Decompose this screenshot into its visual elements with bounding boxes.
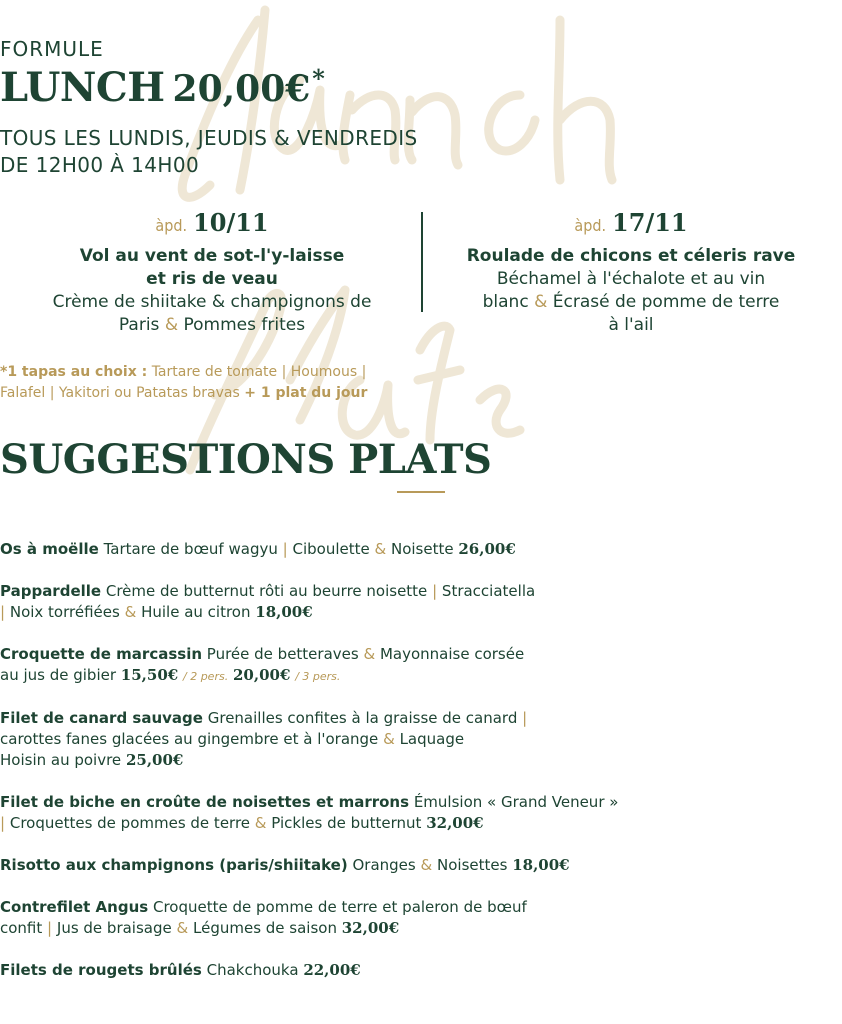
separator: | — [0, 603, 6, 621]
item-line-1 — [0, 581, 842, 602]
item-desc: Ciboulette — [292, 540, 370, 558]
item-desc: carottes fanes glacées au gingembre et à l'orange — [0, 730, 379, 748]
menu-item — [0, 960, 842, 981]
item-desc: Grenailles confites à la graisse de canard — [207, 709, 518, 727]
item-line-1 — [0, 708, 842, 729]
separator: | — [522, 709, 528, 727]
item-price: 20,00€ — [232, 666, 291, 684]
desc-text: Paris — [118, 315, 160, 335]
menu-item — [0, 581, 842, 623]
lunch-title — [0, 64, 842, 111]
item-name: Os à moëlle — [0, 540, 99, 558]
item-line-2 — [0, 813, 842, 834]
ampersand: & — [420, 856, 433, 874]
ampersand: & — [176, 919, 189, 937]
item-price: 25,00€ — [125, 751, 184, 769]
lunch-days — [0, 125, 842, 179]
item-desc: Laquage — [399, 730, 465, 748]
ampersand: & — [124, 603, 137, 621]
date-heading — [436, 208, 826, 237]
dish-desc-line-3: à l'ail — [608, 315, 654, 335]
dish-title-line-2: et ris de veau — [146, 269, 278, 289]
item-desc: au jus de gibier — [0, 666, 117, 684]
item-price: 22,00€ — [303, 961, 361, 979]
item-price: 18,00€ — [255, 603, 313, 621]
item-price: 32,00€ — [341, 919, 400, 937]
item-desc: Crème de butternut rôti au beurre noisette — [105, 582, 428, 600]
desc-text: Écrasé de pomme de terre — [552, 292, 780, 312]
dish-desc-line-1: Crème de shiitake & champignons de — [52, 292, 372, 312]
formule-label: FORMULE — [0, 37, 104, 61]
item-desc: Hoisin au poivre — [0, 751, 122, 769]
tapas-options: Falafel | Yakitori ou Patatas bravas — [0, 385, 240, 401]
item-desc: Croquettes de pommes de terre — [9, 814, 251, 832]
item-line-2 — [0, 665, 842, 687]
ampersand: & — [374, 540, 387, 558]
item-line-2 — [0, 602, 842, 623]
date-value: 10/11 — [193, 208, 269, 237]
item-name: Risotto aux champignons (paris/shiitake) — [0, 856, 348, 874]
separator: | — [432, 582, 438, 600]
menu-item — [0, 644, 842, 687]
item-desc: Stracciatella — [441, 582, 536, 600]
dish-desc-line-2 — [436, 291, 826, 314]
days-line-1: TOUS LES LUNDIS, JEUDIS & VENDREDIS — [0, 126, 418, 150]
portion-note: / 3 pers. — [295, 670, 341, 683]
suggestions-title: SUGGESTIONS PLATS — [0, 436, 492, 483]
menu-item — [0, 855, 842, 876]
separator: | — [0, 814, 6, 832]
item-price: 32,00€ — [426, 814, 484, 832]
separator: | — [47, 919, 53, 937]
tapas-line-1 — [0, 362, 842, 383]
date-value: 17/11 — [612, 208, 688, 237]
menu-item — [0, 708, 842, 771]
days-line-2: DE 12H00 À 14H00 — [0, 153, 200, 177]
item-desc: Émulsion « Grand Veneur » — [413, 793, 619, 811]
item-price: 26,00€ — [458, 540, 516, 558]
ampersand: & — [164, 315, 179, 335]
item-desc: Noix torréfiées — [9, 603, 120, 621]
separator: | — [282, 540, 288, 558]
tapas-bold: *1 tapas au choix : — [0, 364, 148, 380]
item-desc: confit — [0, 919, 43, 937]
date-heading — [18, 208, 406, 237]
item-name: Contrefilet Angus — [0, 898, 149, 916]
dish-desc-line-1: Béchamel à l'échalote et au vin — [496, 269, 766, 289]
item-line-2 — [0, 918, 842, 939]
menu-item — [0, 897, 842, 939]
ampersand: & — [363, 645, 376, 663]
lunch-asterisk: * — [312, 64, 325, 93]
item-desc: Noisette — [390, 540, 454, 558]
item-line-3 — [0, 750, 842, 771]
item-price: 15,50€ — [120, 666, 179, 684]
desc-text: blanc — [482, 292, 529, 312]
item-desc: Légumes de saison — [193, 919, 337, 937]
item-name: Filets de rougets brûlés — [0, 961, 202, 979]
item-desc: Croquette de pomme de terre et paleron de bœuf — [152, 898, 527, 916]
item-line-1 — [0, 644, 842, 665]
item-name: Filet de biche en croûte de noisettes et marrons — [0, 793, 410, 811]
item-desc: Oranges — [352, 856, 416, 874]
lunch-word: LUNCH — [0, 64, 165, 111]
tapas-note — [0, 362, 842, 404]
tapas-bold: + 1 plat du jour — [244, 385, 368, 401]
item-price: 18,00€ — [512, 856, 570, 874]
item-desc: Chakchouka — [206, 961, 299, 979]
item-desc: Noisettes — [437, 856, 508, 874]
weekly-dish-left — [18, 208, 406, 337]
dish-title-line-1: Vol au vent de sot-l'y-laisse — [79, 246, 345, 266]
item-line-1 — [0, 897, 842, 918]
tapas-line-2 — [0, 383, 842, 404]
menu-item — [0, 539, 842, 560]
item-name: Pappardelle — [0, 582, 102, 600]
item-desc: Purée de betteraves — [206, 645, 359, 663]
title-underline — [397, 491, 445, 493]
item-desc: Tartare de bœuf wagyu — [103, 540, 278, 558]
item-name: Croquette de marcassin — [0, 645, 203, 663]
suggestions-menu — [0, 539, 842, 1002]
column-divider — [421, 212, 423, 312]
item-desc: Huile au citron — [141, 603, 251, 621]
ampersand: & — [254, 814, 267, 832]
tapas-options: Tartare de tomate | Houmous | — [151, 364, 367, 380]
item-name: Filet de canard sauvage — [0, 709, 203, 727]
apd-label: àpd. — [155, 216, 188, 235]
portion-note: / 2 pers. — [183, 670, 229, 683]
lunch-price: 20,00€ — [172, 68, 311, 110]
item-line-1 — [0, 792, 842, 813]
dish-title-line-1: Roulade de chicons et céleris rave — [466, 246, 796, 266]
menu-item — [0, 792, 842, 834]
apd-label: àpd. — [574, 216, 607, 235]
item-line-2 — [0, 729, 842, 750]
dish-desc-line-2 — [18, 314, 406, 337]
desc-text: Pommes frites — [183, 315, 306, 335]
weekly-dish-right — [436, 208, 826, 337]
item-desc: Jus de braisage — [56, 919, 172, 937]
ampersand: & — [383, 730, 395, 748]
ampersand: & — [534, 292, 548, 312]
item-desc: Mayonnaise corsée — [379, 645, 525, 663]
item-desc: Pickles de butternut — [271, 814, 422, 832]
